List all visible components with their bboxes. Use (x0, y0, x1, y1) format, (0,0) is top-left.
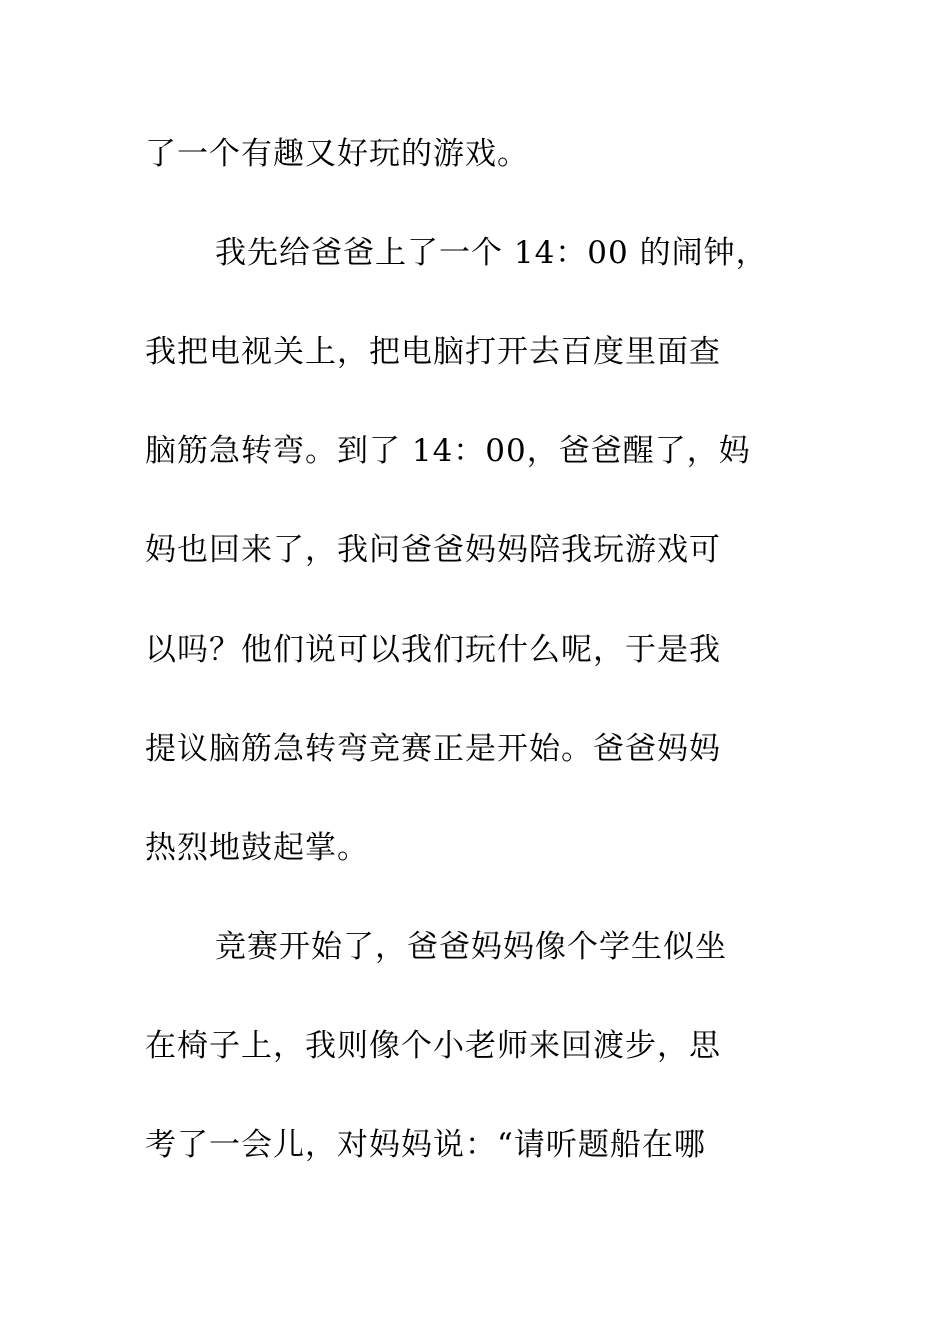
text-line-3: 我把电视关上，把电脑打开去百度里面查 (145, 334, 721, 370)
text-line-10: 在椅子上，我则像个小老师来回渡步，思 (145, 1028, 721, 1064)
text-line-9: 竞赛开始了，爸爸妈妈像个学生似坐 (215, 929, 727, 965)
text-line-2: 我先给爸爸上了一个 14：00 的闹钟， (215, 235, 768, 271)
text-line-7: 提议脑筋急转弯竞赛正是开始。爸爸妈妈 (145, 731, 721, 767)
text-line-6: 以吗？他们说可以我们玩什么呢，于是我 (145, 632, 721, 668)
text-line-4: 脑筋急转弯。到了 14：00，爸爸醒了，妈 (145, 433, 751, 469)
text-line-8: 热烈地鼓起掌。 (145, 830, 369, 866)
text-line-5: 妈也回来了，我问爸爸妈妈陪我玩游戏可 (145, 532, 721, 568)
text-line-1: 了一个有趣又好玩的游戏。 (145, 136, 529, 172)
text-line-11: 考了一会儿，对妈妈说：“请听题船在哪 (145, 1127, 706, 1163)
